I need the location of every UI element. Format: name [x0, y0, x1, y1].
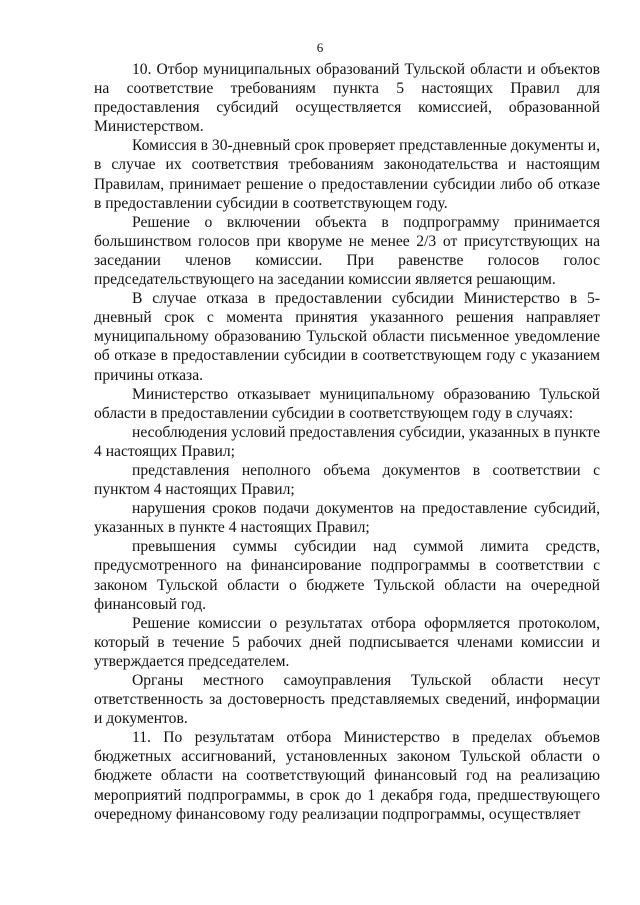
paragraph-section-11: 11. По результатам отбора Министерство в пределах объемов бюджетных ассигнований, установленных законом Тульской области о бюджете области на соответствующий финансовый год на реализацию мероприятий подпрограммы, в срок до 1 декабря года, предшествующего очередному финансовому году реализации подпрограммы, осуществляет [94, 729, 600, 823]
list-item-limit-exceeded: превышения суммы субсидии над суммой лимита средств, предусмотренного на финансирование подпрограммы в соответствии с законом Тульской области о бюджете Тульской области на очередной финансовый год. [94, 538, 600, 613]
list-item-deadline-violation: нарушения сроков подачи документов на предоставление субсидий, указанных в пункте 4 настоящих Правил; [94, 500, 600, 537]
paragraph-commission-review: Комиссия в 30-дневный срок проверяет представленные документы и, в случае их соответствия требованиям законодательства и настоящим Правилам, принимает решение о предоставлении субсидии либо об отказе в предоставлении субсидии в соответствующем году. [94, 137, 600, 212]
paragraph-protocol: Решение комиссии о результатах отбора оформляется протоколом, который в течение 5 рабочих дней подписывается членами комиссии и утверждается председателем. [94, 614, 600, 670]
paragraph-voting-rules: Решение о включении объекта в подпрограмму принимается большинством голосов при кворуме не менее 2/3 от присутствующих на заседании членов комиссии. При равенстве голосов голос председательствующего на заседании комиссии является решающим. [94, 213, 600, 289]
document-body [94, 60, 600, 824]
list-item-incomplete-documents: представления неполного объема документов в соответствии с пунктом 4 настоящих Правил; [94, 461, 600, 499]
page-number: 6 [316, 40, 324, 55]
paragraph-section-10: 10. Отбор муниципальных образований Тульской области и объектов на соответствие требованиям пункта 5 настоящих Правил для предоставления субсидий осуществляется комиссией, образованной Министерством. [94, 61, 600, 136]
paragraph-refusal-notice: В случае отказа в предоставлении субсидии Министерство в 5-дневный срок с момента принятия указанного решения направляет муниципальному образованию Тульской области письменное уведомление об отказе в предоставлении субсидии в соответствующем году с указанием причины отказа. [94, 290, 600, 384]
list-item-noncompliance: несоблюдения условий предоставления субсидии, указанных в пункте 4 настоящих Правил; [94, 423, 600, 460]
paragraph-responsibility: Органы местного самоуправления Тульской области несут ответственность за достоверность представляемых сведений, информации и документов. [94, 672, 600, 728]
paragraph-refusal-cases: Министерство отказывает муниципальному образованию Тульской области в предоставлении субсидии в соответствующем году в случаях: [94, 385, 600, 422]
